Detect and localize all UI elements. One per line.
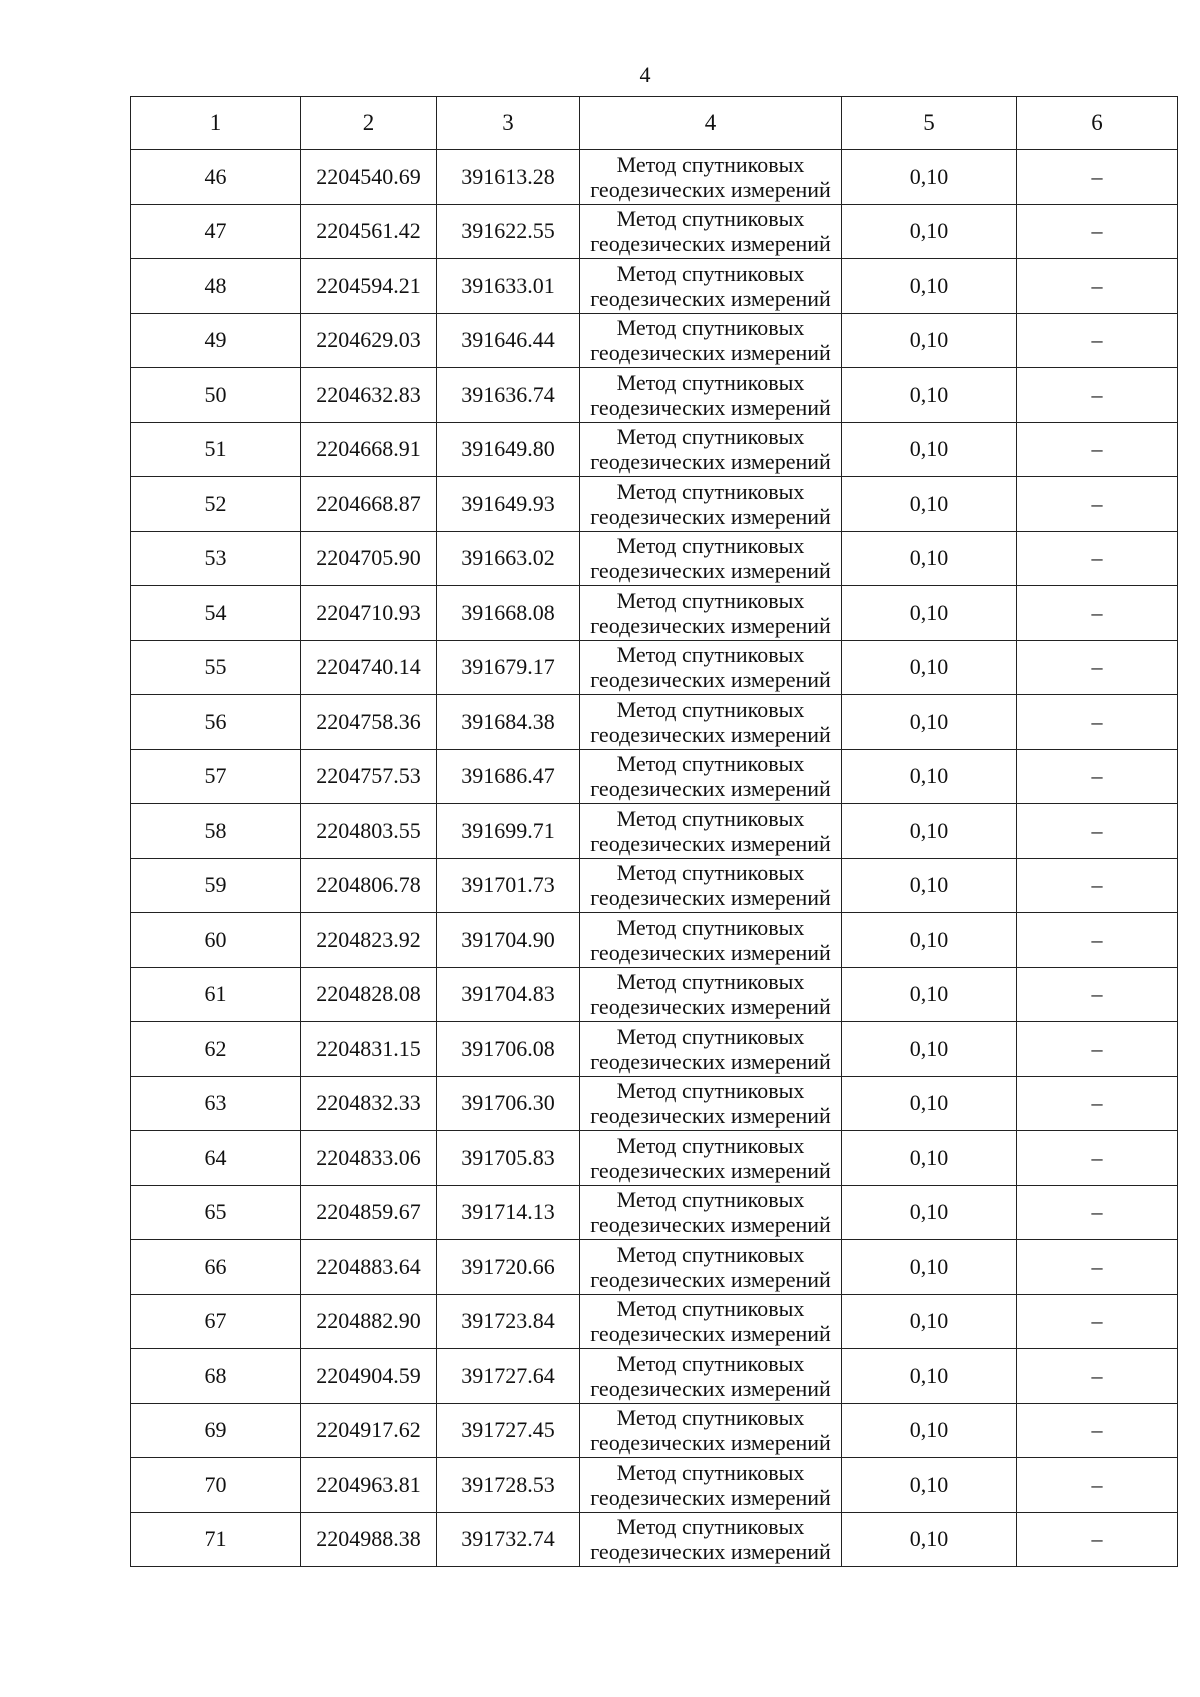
method-line-1: Метод спутниковых (616, 1078, 805, 1104)
table-row (131, 1076, 1178, 1131)
method-line-1: Метод спутниковых (616, 533, 805, 559)
note-cell: – (1017, 368, 1178, 423)
x-coordinate-cell: 2204803.55 (301, 804, 437, 859)
method-line-2: геодезических измерений (590, 1375, 831, 1401)
y-coordinate-cell: 391613.28 (437, 150, 580, 205)
method-line-2: геодезических измерений (590, 503, 831, 529)
table-row (131, 477, 1178, 532)
method-line-1: Метод спутниковых (616, 1241, 805, 1267)
column-header: 5 (842, 97, 1017, 150)
point-number-cell: 50 (131, 368, 301, 423)
note-cell: – (1017, 1403, 1178, 1458)
y-coordinate-cell: 391636.74 (437, 368, 580, 423)
method-cell (580, 1131, 842, 1186)
note-cell: – (1017, 858, 1178, 913)
note-cell: – (1017, 749, 1178, 804)
y-coordinate-cell: 391714.13 (437, 1185, 580, 1240)
method-line-2: геодезических измерений (590, 721, 831, 747)
method-line-1: Метод спутниковых (616, 805, 805, 831)
table-row (131, 313, 1178, 368)
x-coordinate-cell: 2204629.03 (301, 313, 437, 368)
y-coordinate-cell: 391705.83 (437, 1131, 580, 1186)
method-line-2: геодезических измерений (590, 394, 831, 420)
point-number-cell: 61 (131, 967, 301, 1022)
point-number-cell: 71 (131, 1512, 301, 1567)
accuracy-cell: 0,10 (842, 858, 1017, 913)
method-line-2: геодезических измерений (590, 612, 831, 638)
point-number-cell: 51 (131, 422, 301, 477)
point-number-cell: 67 (131, 1294, 301, 1349)
point-number-cell: 47 (131, 204, 301, 259)
point-number-cell: 58 (131, 804, 301, 859)
point-number-cell: 48 (131, 259, 301, 314)
method-line-1: Метод спутниковых (616, 369, 805, 395)
y-coordinate-cell: 391728.53 (437, 1458, 580, 1513)
method-line-1: Метод спутниковых (616, 1459, 805, 1485)
column-header: 4 (580, 97, 842, 150)
method-cell (580, 1349, 842, 1404)
point-number-cell: 53 (131, 531, 301, 586)
x-coordinate-cell: 2204540.69 (301, 150, 437, 205)
accuracy-cell: 0,10 (842, 1240, 1017, 1295)
method-cell (580, 640, 842, 695)
accuracy-cell: 0,10 (842, 1131, 1017, 1186)
note-cell: – (1017, 259, 1178, 314)
accuracy-cell: 0,10 (842, 1022, 1017, 1077)
y-coordinate-cell: 391668.08 (437, 586, 580, 641)
note-cell: – (1017, 640, 1178, 695)
point-number-cell: 59 (131, 858, 301, 913)
y-coordinate-cell: 391732.74 (437, 1512, 580, 1567)
method-line-2: геодезических измерений (590, 1484, 831, 1510)
point-number-cell: 65 (131, 1185, 301, 1240)
point-number-cell: 56 (131, 695, 301, 750)
coordinates-table (130, 96, 1178, 1567)
y-coordinate-cell: 391679.17 (437, 640, 580, 695)
y-coordinate-cell: 391684.38 (437, 695, 580, 750)
x-coordinate-cell: 2204806.78 (301, 858, 437, 913)
method-line-2: геодезических измерений (590, 1321, 831, 1347)
point-number-cell: 46 (131, 150, 301, 205)
x-coordinate-cell: 2204632.83 (301, 368, 437, 423)
method-cell (580, 1458, 842, 1513)
method-line-1: Метод спутниковых (616, 969, 805, 995)
x-coordinate-cell: 2204668.87 (301, 477, 437, 532)
method-line-1: Метод спутниковых (616, 1187, 805, 1213)
accuracy-cell: 0,10 (842, 804, 1017, 859)
table-row (131, 858, 1178, 913)
point-number-cell: 68 (131, 1349, 301, 1404)
note-cell: – (1017, 531, 1178, 586)
table-row (131, 1022, 1178, 1077)
method-line-1: Метод спутниковых (616, 1296, 805, 1322)
note-cell: – (1017, 1131, 1178, 1186)
method-cell (580, 368, 842, 423)
method-line-1: Метод спутниковых (616, 151, 805, 177)
method-line-2: геодезических измерений (590, 1103, 831, 1129)
note-cell: – (1017, 1240, 1178, 1295)
method-line-2: геодезических измерений (590, 830, 831, 856)
method-line-2: геодезических измерений (590, 885, 831, 911)
method-line-1: Метод спутниковых (616, 587, 805, 613)
method-line-2: геодезических измерений (590, 994, 831, 1020)
method-cell (580, 749, 842, 804)
y-coordinate-cell: 391704.83 (437, 967, 580, 1022)
x-coordinate-cell: 2204917.62 (301, 1403, 437, 1458)
method-line-2: геодезических измерений (590, 558, 831, 584)
method-cell (580, 1294, 842, 1349)
method-line-2: геодезических измерений (590, 1157, 831, 1183)
method-cell (580, 1240, 842, 1295)
table-row (131, 204, 1178, 259)
point-number-cell: 64 (131, 1131, 301, 1186)
method-line-1: Метод спутниковых (616, 751, 805, 777)
note-cell: – (1017, 1294, 1178, 1349)
note-cell: – (1017, 1076, 1178, 1131)
x-coordinate-cell: 2204832.33 (301, 1076, 437, 1131)
accuracy-cell: 0,10 (842, 477, 1017, 532)
y-coordinate-cell: 391720.66 (437, 1240, 580, 1295)
x-coordinate-cell: 2204831.15 (301, 1022, 437, 1077)
method-line-1: Метод спутниковых (616, 206, 805, 232)
method-cell (580, 477, 842, 532)
point-number-cell: 69 (131, 1403, 301, 1458)
method-line-2: геодезических измерений (590, 1539, 831, 1565)
note-cell: – (1017, 1185, 1178, 1240)
column-header: 3 (437, 97, 580, 150)
method-cell (580, 204, 842, 259)
method-cell (580, 422, 842, 477)
method-line-1: Метод спутниковых (616, 642, 805, 668)
method-line-2: геодезических измерений (590, 939, 831, 965)
table-row (131, 1240, 1178, 1295)
accuracy-cell: 0,10 (842, 1403, 1017, 1458)
method-cell (580, 586, 842, 641)
table-row (131, 368, 1178, 423)
column-header: 1 (131, 97, 301, 150)
method-cell (580, 858, 842, 913)
method-cell (580, 1403, 842, 1458)
y-coordinate-cell: 391723.84 (437, 1294, 580, 1349)
method-line-2: геодезических измерений (590, 1212, 831, 1238)
y-coordinate-cell: 391663.02 (437, 531, 580, 586)
table-row (131, 804, 1178, 859)
method-line-2: геодезических измерений (590, 776, 831, 802)
accuracy-cell: 0,10 (842, 640, 1017, 695)
note-cell: – (1017, 967, 1178, 1022)
x-coordinate-cell: 2204828.08 (301, 967, 437, 1022)
method-line-1: Метод спутниковых (616, 1023, 805, 1049)
note-cell: – (1017, 422, 1178, 477)
accuracy-cell: 0,10 (842, 150, 1017, 205)
table-row (131, 967, 1178, 1022)
point-number-cell: 66 (131, 1240, 301, 1295)
table-row (131, 749, 1178, 804)
method-cell (580, 967, 842, 1022)
method-line-2: геодезических измерений (590, 1430, 831, 1456)
note-cell: – (1017, 1458, 1178, 1513)
table-row (131, 1185, 1178, 1240)
x-coordinate-cell: 2204904.59 (301, 1349, 437, 1404)
x-coordinate-cell: 2204963.81 (301, 1458, 437, 1513)
method-line-2: геодезических измерений (590, 667, 831, 693)
table-header-row (131, 97, 1178, 150)
accuracy-cell: 0,10 (842, 531, 1017, 586)
column-header: 6 (1017, 97, 1178, 150)
method-line-2: геодезических измерений (590, 1266, 831, 1292)
table-row (131, 913, 1178, 968)
method-cell (580, 531, 842, 586)
point-number-cell: 70 (131, 1458, 301, 1513)
point-number-cell: 57 (131, 749, 301, 804)
method-cell (580, 1076, 842, 1131)
y-coordinate-cell: 391704.90 (437, 913, 580, 968)
accuracy-cell: 0,10 (842, 1349, 1017, 1404)
point-number-cell: 63 (131, 1076, 301, 1131)
method-line-1: Метод спутниковых (616, 696, 805, 722)
x-coordinate-cell: 2204561.42 (301, 204, 437, 259)
x-coordinate-cell: 2204758.36 (301, 695, 437, 750)
y-coordinate-cell: 391706.08 (437, 1022, 580, 1077)
method-line-1: Метод спутниковых (616, 1132, 805, 1158)
x-coordinate-cell: 2204668.91 (301, 422, 437, 477)
column-header: 2 (301, 97, 437, 150)
y-coordinate-cell: 391646.44 (437, 313, 580, 368)
table-row (131, 422, 1178, 477)
note-cell: – (1017, 204, 1178, 259)
method-cell (580, 913, 842, 968)
note-cell: – (1017, 804, 1178, 859)
method-cell (580, 695, 842, 750)
method-cell (580, 804, 842, 859)
accuracy-cell: 0,10 (842, 695, 1017, 750)
accuracy-cell: 0,10 (842, 586, 1017, 641)
x-coordinate-cell: 2204740.14 (301, 640, 437, 695)
method-cell (580, 150, 842, 205)
note-cell: – (1017, 1349, 1178, 1404)
note-cell: – (1017, 695, 1178, 750)
method-line-1: Метод спутниковых (616, 478, 805, 504)
note-cell: – (1017, 586, 1178, 641)
point-number-cell: 54 (131, 586, 301, 641)
accuracy-cell: 0,10 (842, 1076, 1017, 1131)
table-row (131, 259, 1178, 314)
method-cell (580, 259, 842, 314)
method-line-1: Метод спутниковых (616, 914, 805, 940)
point-number-cell: 62 (131, 1022, 301, 1077)
note-cell: – (1017, 913, 1178, 968)
table-row (131, 1403, 1178, 1458)
y-coordinate-cell: 391622.55 (437, 204, 580, 259)
accuracy-cell: 0,10 (842, 749, 1017, 804)
method-line-1: Метод спутниковых (616, 424, 805, 450)
x-coordinate-cell: 2204710.93 (301, 586, 437, 641)
note-cell: – (1017, 313, 1178, 368)
accuracy-cell: 0,10 (842, 1185, 1017, 1240)
table-row (131, 586, 1178, 641)
note-cell: – (1017, 1022, 1178, 1077)
accuracy-cell: 0,10 (842, 204, 1017, 259)
y-coordinate-cell: 391727.64 (437, 1349, 580, 1404)
method-cell (580, 1022, 842, 1077)
accuracy-cell: 0,10 (842, 1458, 1017, 1513)
accuracy-cell: 0,10 (842, 1512, 1017, 1567)
x-coordinate-cell: 2204823.92 (301, 913, 437, 968)
x-coordinate-cell: 2204882.90 (301, 1294, 437, 1349)
method-line-1: Метод спутниковых (616, 1514, 805, 1540)
method-line-1: Метод спутниковых (616, 1405, 805, 1431)
note-cell: – (1017, 1512, 1178, 1567)
method-line-2: геодезических измерений (590, 1048, 831, 1074)
accuracy-cell: 0,10 (842, 1294, 1017, 1349)
y-coordinate-cell: 391649.80 (437, 422, 580, 477)
x-coordinate-cell: 2204705.90 (301, 531, 437, 586)
accuracy-cell: 0,10 (842, 967, 1017, 1022)
x-coordinate-cell: 2204594.21 (301, 259, 437, 314)
method-line-1: Метод спутниковых (616, 860, 805, 886)
y-coordinate-cell: 391706.30 (437, 1076, 580, 1131)
method-line-2: геодезических измерений (590, 285, 831, 311)
table-row (131, 1131, 1178, 1186)
accuracy-cell: 0,10 (842, 368, 1017, 423)
x-coordinate-cell: 2204757.53 (301, 749, 437, 804)
accuracy-cell: 0,10 (842, 422, 1017, 477)
table-row (131, 1349, 1178, 1404)
accuracy-cell: 0,10 (842, 913, 1017, 968)
method-line-2: геодезических измерений (590, 449, 831, 475)
x-coordinate-cell: 2204883.64 (301, 1240, 437, 1295)
point-number-cell: 55 (131, 640, 301, 695)
method-line-1: Метод спутниковых (616, 1350, 805, 1376)
table-row (131, 640, 1178, 695)
method-line-2: геодезических измерений (590, 176, 831, 202)
x-coordinate-cell: 2204988.38 (301, 1512, 437, 1567)
method-cell (580, 1185, 842, 1240)
y-coordinate-cell: 391686.47 (437, 749, 580, 804)
table-row (131, 531, 1178, 586)
method-cell (580, 313, 842, 368)
table-row (131, 1294, 1178, 1349)
accuracy-cell: 0,10 (842, 259, 1017, 314)
point-number-cell: 52 (131, 477, 301, 532)
method-line-2: геодезических измерений (590, 340, 831, 366)
y-coordinate-cell: 391649.93 (437, 477, 580, 532)
method-line-1: Метод спутниковых (616, 260, 805, 286)
table-row (131, 695, 1178, 750)
method-line-2: геодезических измерений (590, 231, 831, 257)
y-coordinate-cell: 391633.01 (437, 259, 580, 314)
y-coordinate-cell: 391699.71 (437, 804, 580, 859)
table-row (131, 150, 1178, 205)
method-line-1: Метод спутниковых (616, 315, 805, 341)
table-row (131, 1458, 1178, 1513)
table-row (131, 1512, 1178, 1567)
page-number: 4 (639, 62, 651, 87)
y-coordinate-cell: 391727.45 (437, 1403, 580, 1458)
y-coordinate-cell: 391701.73 (437, 858, 580, 913)
point-number-cell: 60 (131, 913, 301, 968)
accuracy-cell: 0,10 (842, 313, 1017, 368)
note-cell: – (1017, 150, 1178, 205)
x-coordinate-cell: 2204859.67 (301, 1185, 437, 1240)
point-number-cell: 49 (131, 313, 301, 368)
note-cell: – (1017, 477, 1178, 532)
x-coordinate-cell: 2204833.06 (301, 1131, 437, 1186)
method-cell (580, 1512, 842, 1567)
